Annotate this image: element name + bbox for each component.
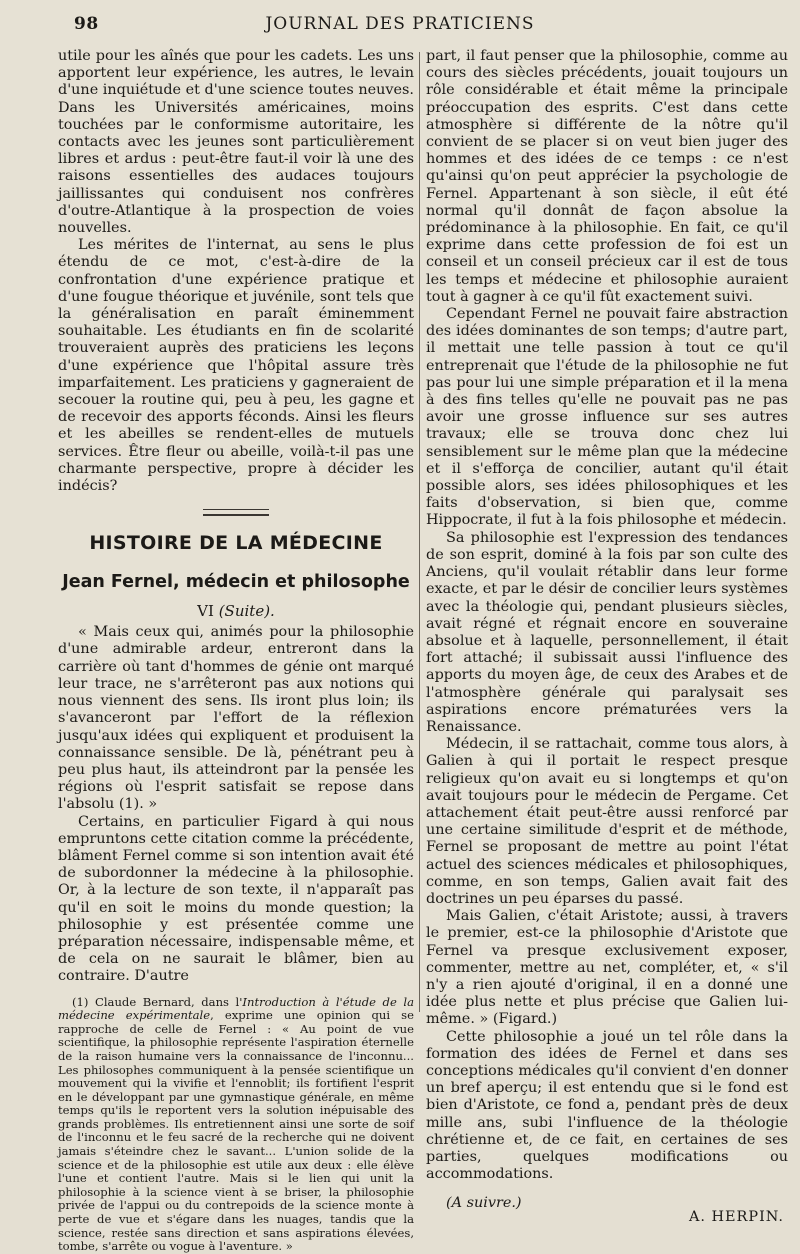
to-be-continued: (A suivre.) — [446, 1195, 522, 1212]
footnote-book-title: Introduction à l'étude de la médecine expérimentale — [58, 994, 414, 1023]
paragraph: part, il faut penser que la philosophie, comme au cours des siècles précédents, jouait toujours un rôle considérable et était même la principale préoccupation des esprits. C'est dans cette atmosphère si différente de la nôtre qu'il convient de se placer si on veut bien juger des hommes et des idées de ce temps : ce n'est qu'ainsi qu'on peut apprécier la psychologie de Fernel. Appartenant à son siècle, il eût été normal qu'il donnât de façon absolue la prédominance à la philosophie. En fait, ce qu'il exprime dans cette profession de foi est un conseil et un conseil précieux car il est de tous les temps et médecine et philosophie auraient tout à gagner à ce qu'il fût exactement suivi. — [426, 48, 788, 305]
section-divider — [203, 509, 269, 516]
paragraph: Les mérites de l'internat, au sens le plus étendu de ce mot, c'est-à-dire de la confrontation d'une expérience pratique et d'une fougue théorique et juvénile, sont tels que la généralisation en paraît éminemment souhaitable. Les étudiants en fin de scolarité trouveraient auprès des praticiens les leçons d'une expérience que l'hôpital assure très imparfaitement. Les praticiens y gagneraient de secouer la routine qui, peu à peu, les gagne et de recevoir des apports féconds. Ainsi les fleurs et les abeilles se rendent-elles de mutuels services. Être fleur ou abeille, voilà-t-il pas une charmante perspective, propre à décider les indécis? — [58, 237, 414, 495]
part-suite: (Suite). — [218, 602, 275, 621]
page-number: 98 — [74, 14, 99, 34]
column-divider — [419, 52, 420, 1012]
running-title: JOURNAL DES PRATICIENS — [265, 14, 535, 34]
paragraph: « Mais ceux qui, animés pour la philosophie d'une admirable ardeur, entreront dans la carrière où tant d'hommes de génie ont marqué leur trace, ne s'arrêteront pas aux notions qui nous viennent des sens. Ils iront plus loin; ils s'avanceront par l'effort de la réflexion jusqu'aux idées qui expliquent et produisent la connaissance sensible. De là, pénétrant peu à peu plus haut, ils atteindront par la pensée les régions où l'esprit satisfait se repose dans l'absolu (1). » — [58, 624, 414, 813]
author-signature: A. HERPIN. — [688, 1209, 784, 1226]
paragraph: Médecin, il se rattachait, comme tous alors, à Galien à qui il portait le respect presque religieux qu'on avait eu si longtemps et qu'on avait toujours pour le médecin de Pergame. Cet attachement était peut-être aussi renforcé par une certaine similitude d'esprit et de méthode, Fernel se proposant de mettre au point l'état actuel des sciences médicales et philosophiques, comme, en son temps, Galien avait fait des doctrines un peu éparses du passé. — [426, 736, 788, 907]
section-title: HISTOIRE DE LA MÉDECINE — [89, 532, 383, 555]
part-heading — [58, 602, 414, 620]
footnote: (1) Claude Bernard, dans l'Introduction à l'étude de la médecine expérimentale, exprime une opinion qui se rapproche de celle de Fernel : « Au point de vue scientifique, la philosophie représente l'aspiration éternelle de la raison humaine vers la connaissance de l'inconnu... Les philosophes communiquent à la pensée scientifique un mouvement qui la vivifie et l'ennoblit; ils fortifient l'esprit en le développant par une gymnastique générale, en même temps qu'ils le reportent vers la solution inépuisable des grands problèmes. Ils entretiennent ainsi une sorte de soif de l'inconnu et le feu sacré de la recherche qui ne doivent jamais s'éteindre chez le savant... L'union solide de la science et de la philosophie est utile aux deux : elle élève l'une et contient l'autre. Mais si le lien qui unit la philosophie à la science vient à se briser, la philosophie privée de l'appui ou du contrepoids de la science monte à perte de vue et s'égare dans les nuages, tandis que la science, restée sans direction et sans aspirations élevées, tombe, s'arrête ou vogue à l'aventure. » — [58, 994, 414, 1254]
right-column — [426, 48, 788, 1226]
article-title: Jean Fernel, médecin et philosophe — [62, 572, 410, 593]
paragraph: Sa philosophie est l'expression des tendances de son esprit, dominé à la fois par son culte des Anciens, qu'il voulait rétablir dans leur forme exacte, et par le désir de concilier leurs systèmes avec la théologie qui, pendant plusieurs siècles, avait régné et régnait encore en souveraine absolue et à laquelle, personnellement, il était fort attaché; il subissait aussi l'influence des apports du moyen âge, de ceux des Arabes et de l'atmosphère générale qui paralysait ses aspirations encore prématurées vers la Renaissance. — [426, 529, 788, 735]
paragraph: Certains, en particulier Figard à qui nous empruntons cette citation comme la précédente, blâment Fernel comme si son intention avait été de subordonner la médecine à la philosophie. Or, à la lecture de son texte, il n'apparaît pas qu'il en soit le moins du monde question; la philosophie y est présentée comme une préparation nécessaire, indispensable même, et de cela on ne saurait le blâmer, bien au contraire. D'autre — [58, 813, 414, 985]
left-column — [58, 48, 414, 1254]
part-number: VI — [197, 602, 214, 621]
paragraph: Cependant Fernel ne pouvait faire abstraction des idées dominantes de son temps; d'autre part, il mettait une telle passion à tout ce qu'il entreprenait que l'étude de la philosophie ne fut pas pour lui une simple préparation et il la mena à des fins telles qu'elle ne pouvait pas ne pas avoir une grosse influence sur ses autres travaux; elle se trouva donc chez lui sensiblement sur le même plan que la médecine et il s'efforça de concilier, autant qu'il était possible alors, ses idées philosophiques et les faits d'observation, si bien que, comme Hippocrate, il fut à la fois philosophe et médecin. — [426, 306, 788, 529]
paragraph: Cette philosophie a joué un tel rôle dans la formation des idées de Fernel et dans ses conceptions médicales qu'il convient d'en donner un bref aperçu; il est entendu que si le fond est bien d'Aristote, ce fond a, pendant près de deux mille ans, subi l'influence de la théologie chrétienne et, de ce fait, en certaines de ses parties, quelques modifications ou accommodations. — [426, 1028, 788, 1183]
paragraph: Mais Galien, c'était Aristote; aussi, à travers le premier, est-ce la philosophie d'Aristote que Fernel va presque exclusivement exposer, commenter, mettre au net, compléter, et, « s'il n'y a rien ajouté d'original, il en a donné une idée plus nette et plus précise que Galien lui-même. » (Figard.) — [426, 908, 788, 1028]
paragraph: utile pour les aînés que pour les cadets. Les uns apportent leur expérience, les autres, le levain d'une inquiétude et d'une science toutes neuves. Dans les Universités américaines, moins touchées par le conformisme autoritaire, les contacts avec les jeunes sont particulièrement libres et ardus : peut-être faut-il voir là une des raisons essentielles des audaces toujours jaillissantes qui conduisent nos confrères d'outre-Atlantique à la prospection de voies nouvelles. — [58, 48, 414, 237]
running-header — [0, 12, 800, 42]
